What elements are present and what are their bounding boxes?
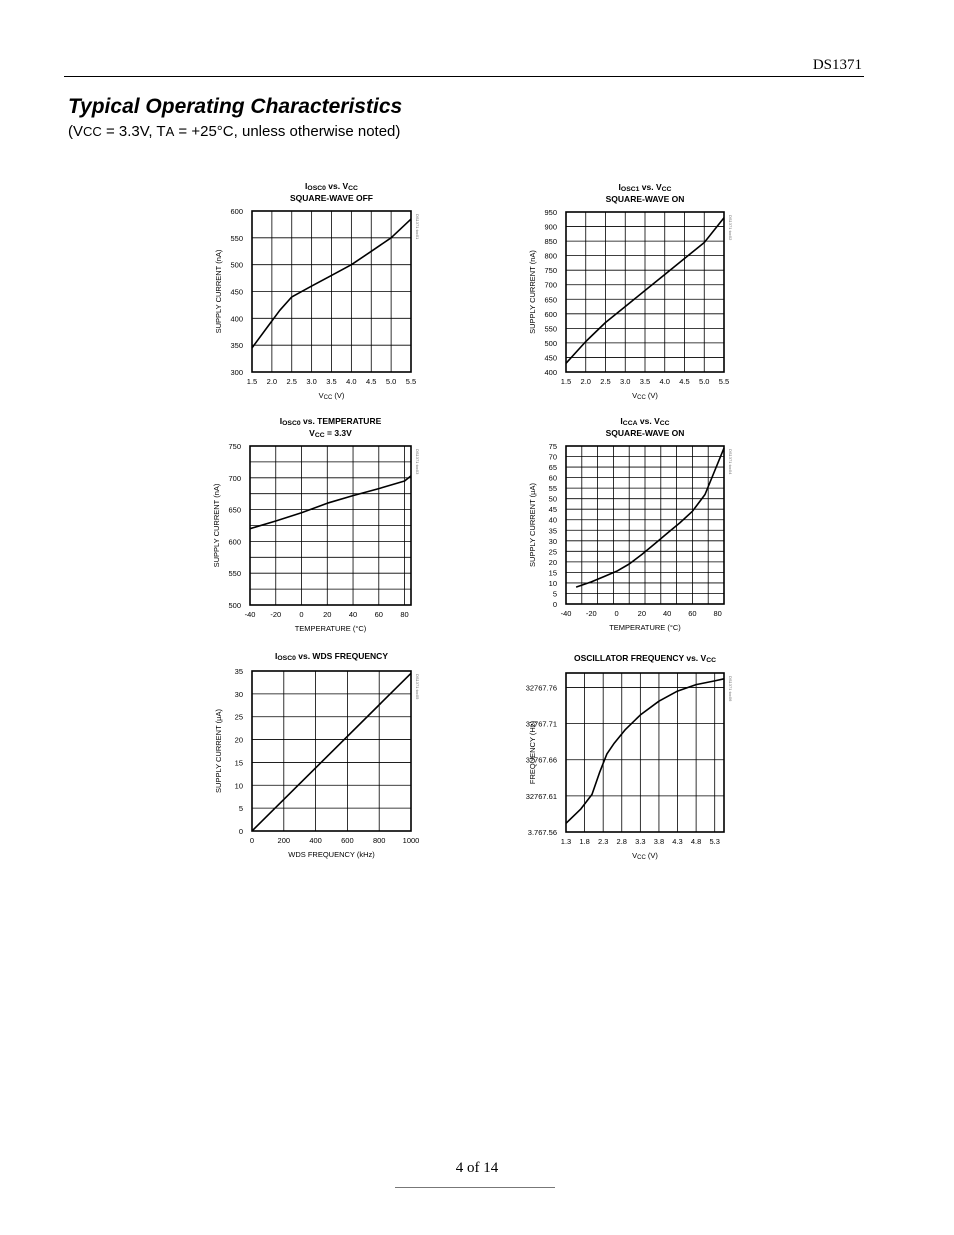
y-tick-label: 5: [552, 589, 557, 599]
x-tick-label: 3.3: [635, 837, 646, 846]
chart-subtitle: [606, 194, 685, 204]
conditions-vcc-sub: CC: [83, 124, 102, 139]
chart-subtitle-part: V: [309, 428, 315, 438]
chart-title: [574, 653, 716, 664]
y-axis-label: SUPPLY CURRENT (nA): [528, 250, 537, 334]
x-axis-label: [609, 623, 681, 632]
y-tick-label: 500: [230, 260, 243, 270]
y-tick-label: 10: [548, 578, 557, 588]
y-tick-label: 15: [234, 758, 243, 768]
x-axis-label-part: TEMPERATURE (°C): [609, 623, 681, 632]
chart-subtitle: [290, 193, 373, 203]
x-tick-label: 3.5: [326, 377, 337, 386]
y-tick-label: 35: [234, 667, 243, 676]
chart-title-part: OSC0: [277, 655, 296, 663]
y-axis-label: SUPPLY CURRENT (nA): [214, 249, 223, 334]
figure-id-label: DS1371 toc01: [415, 214, 420, 240]
y-tick-label: 60: [548, 473, 557, 483]
y-axis-label: SUPPLY CURRENT (µA): [528, 483, 537, 567]
section-title: Typical Operating Characteristics: [68, 95, 403, 118]
x-tick-label: 4.8: [690, 837, 702, 846]
y-tick-label: 45: [548, 505, 557, 515]
chart-title: [619, 182, 672, 193]
figure-id-label: DS1371 toc04: [728, 449, 733, 475]
x-axis-label: [288, 850, 375, 859]
x-tick-label: 5.5: [718, 377, 730, 386]
y-tick-label: 550: [230, 233, 243, 243]
y-tick-label: 750: [544, 266, 557, 276]
x-tick-label: 2.5: [600, 377, 611, 386]
x-tick-label: 0: [299, 610, 304, 619]
chart-subtitle-part: SQUARE-WAVE ON: [605, 428, 685, 438]
x-tick-label: 4.3: [672, 837, 683, 846]
chart-title-part: OSCILLATOR FREQUENCY vs. V: [573, 653, 707, 663]
x-tick-label: 5.0: [699, 377, 710, 386]
x-tick-label: 1000: [402, 836, 420, 845]
chart-title-part: CC: [659, 420, 670, 428]
chart-title-part: CC: [706, 657, 717, 665]
y-tick-label: 65: [548, 463, 557, 473]
x-tick-label: 40: [662, 609, 672, 618]
x-tick-label: 4.5: [366, 377, 377, 386]
x-tick-label: 600: [341, 836, 354, 845]
y-tick-label: 30: [548, 536, 557, 546]
x-tick-label: 1.5: [560, 377, 572, 386]
y-tick-label: 25: [548, 547, 557, 557]
y-tick-label: 20: [548, 557, 557, 567]
chart-title-part: vs. V: [325, 181, 349, 191]
y-tick-label: 900: [544, 222, 557, 232]
x-axis-label-part: TEMPERATURE (°C): [294, 624, 367, 633]
x-axis-label-part: CC: [637, 855, 646, 862]
y-tick-label: 350: [230, 341, 243, 351]
x-tick-label: 1.8: [579, 837, 590, 846]
y-tick-label: 950: [544, 208, 557, 217]
chart-title-part: OSC0: [282, 420, 301, 428]
chart-6: [526, 653, 733, 861]
x-tick-label: 4.5: [679, 377, 690, 386]
y-axis-label: SUPPLY CURRENT (nA): [212, 483, 221, 568]
x-tick-label: 3.5: [639, 377, 651, 386]
x-tick-label: 3.0: [620, 377, 631, 386]
x-tick-label: 0: [614, 609, 619, 618]
y-tick-label: 75: [548, 442, 557, 451]
y-tick-label: 400: [544, 368, 557, 377]
y-tick-label: 450: [230, 287, 243, 297]
x-tick-label: 1.3: [560, 837, 572, 846]
y-tick-label: 10: [234, 781, 243, 791]
x-tick-label: 40: [348, 610, 358, 619]
footer-rule: [395, 1187, 555, 1188]
x-axis-label-part: WDS FREQUENCY (kHz): [288, 850, 375, 859]
x-axis-label-part: (V): [645, 851, 658, 860]
chart-title-part: OSC0: [307, 185, 326, 193]
x-tick-label: 5.5: [405, 377, 417, 386]
series-line: [576, 448, 724, 587]
chart-title-part: vs. V: [639, 182, 662, 192]
y-tick-label: 800: [544, 251, 557, 261]
x-axis-label: [295, 624, 367, 633]
series-line: [252, 673, 411, 831]
series-line: [250, 476, 411, 529]
x-tick-label: -40: [244, 610, 256, 619]
x-tick-label: 3.8: [653, 837, 665, 846]
y-tick-label: 650: [544, 295, 557, 305]
chart-4: [528, 416, 733, 632]
figure-id-label: DS1371 toc02: [728, 215, 733, 241]
y-tick-label: 5: [238, 804, 243, 814]
chart-title: [275, 651, 388, 662]
chart-title-part: OSC1: [620, 186, 640, 194]
y-tick-label: 600: [228, 537, 241, 547]
chart-subtitle: [606, 428, 685, 438]
x-tick-label: 4.0: [346, 377, 357, 386]
series-line: [566, 679, 724, 824]
x-tick-label: 2.0: [266, 377, 278, 386]
x-axis-label: [319, 391, 345, 401]
x-tick-label: 2.5: [286, 377, 297, 386]
x-tick-label: 4.0: [659, 377, 670, 386]
y-tick-label: 700: [228, 473, 241, 483]
x-tick-label: -20: [585, 609, 597, 618]
x-axis-label: [632, 391, 658, 401]
x-tick-label: 60: [688, 609, 697, 618]
y-tick-label: 600: [544, 309, 557, 319]
chart-subtitle-part: CC: [314, 432, 325, 440]
y-tick-label: 650: [228, 505, 241, 515]
x-tick-label: 5.3: [709, 837, 720, 846]
y-tick-label: 550: [228, 569, 241, 579]
chart-subtitle-part: SQUARE-WAVE OFF: [290, 193, 373, 203]
chart-title: [620, 416, 669, 427]
chart-title: [280, 416, 382, 427]
chart-title-part: CC: [661, 186, 672, 194]
page-number: 4 of 14: [455, 1160, 499, 1176]
chart-2: [528, 182, 733, 401]
y-tick-label: 3.767.56: [527, 828, 557, 837]
y-axis-label: FREQUENCY (Hz): [528, 720, 537, 785]
y-tick-label: 25: [234, 712, 243, 722]
x-axis-label-part: (V): [645, 391, 658, 400]
y-tick-label: 32767.61: [525, 791, 557, 801]
x-tick-label: 20: [637, 609, 647, 618]
x-tick-label: 60: [374, 610, 383, 619]
y-tick-label: 30: [234, 689, 243, 699]
y-tick-label: 32767.76: [525, 683, 557, 693]
chart-title-part: vs. V: [637, 416, 660, 426]
x-axis-label: [632, 851, 658, 861]
y-tick-label: 500: [228, 601, 241, 610]
x-tick-label: 400: [309, 836, 322, 845]
part-number: DS1371: [812, 57, 862, 73]
chart-3: [212, 416, 420, 633]
chart-5: [214, 651, 420, 859]
y-tick-label: 850: [544, 237, 557, 247]
x-tick-label: -20: [270, 610, 282, 619]
chart-title-part: CCA: [622, 420, 638, 428]
chart-subtitle: [309, 428, 352, 439]
y-tick-label: 20: [234, 735, 243, 745]
chart-title-part: I: [275, 651, 278, 661]
figure-id-label: DS1371 toc05: [415, 674, 420, 700]
figure-id-label: DS1371 toc03: [415, 449, 420, 475]
x-axis-label-part: V: [632, 391, 638, 400]
x-tick-label: 80: [400, 610, 409, 619]
chart-title-part: vs. WDS FREQUENCY: [295, 651, 388, 661]
x-axis-label-part: CC: [637, 395, 646, 402]
y-tick-label: 55: [548, 484, 557, 494]
y-tick-label: 35: [548, 526, 557, 536]
y-tick-label: 300: [230, 368, 243, 377]
x-axis-label-part: V: [632, 851, 638, 860]
plot-frame: [566, 673, 724, 832]
x-tick-label: 0: [249, 836, 255, 845]
chart-title-part: vs. TEMPERATURE: [300, 416, 382, 426]
y-tick-label: 32767.71: [525, 719, 557, 729]
chart-title-part: I: [620, 416, 623, 426]
y-tick-label: 600: [230, 207, 243, 216]
chart-title-part: I: [279, 416, 283, 426]
x-tick-label: 2.8: [616, 837, 627, 846]
x-tick-label: 200: [277, 836, 291, 845]
y-tick-label: 550: [544, 324, 557, 334]
chart-title: [305, 181, 358, 192]
x-tick-label: 5.0: [385, 377, 397, 386]
x-tick-label: 1.5: [246, 377, 258, 386]
y-tick-label: 450: [544, 353, 557, 363]
y-tick-label: 15: [548, 568, 557, 578]
conditions-mid: = 3.3V, T: [101, 123, 166, 140]
chart-title-part: I: [305, 181, 308, 191]
chart-title-part: CC: [348, 185, 358, 193]
chart-subtitle-part: = 3.3V: [324, 428, 352, 438]
x-tick-label: 800: [372, 836, 386, 845]
y-tick-label: 0: [238, 827, 243, 836]
chart-subtitle-part: SQUARE-WAVE ON: [605, 194, 685, 204]
y-tick-label: 400: [230, 314, 243, 324]
chart-1: [214, 181, 420, 401]
x-tick-label: -40: [560, 609, 572, 618]
x-axis-label-part: (V): [332, 391, 345, 400]
conditions-ta-sub: A: [165, 124, 175, 139]
y-tick-label: 750: [228, 442, 241, 451]
x-tick-label: 80: [713, 609, 722, 618]
x-axis-label-part: V: [318, 391, 324, 400]
y-axis-label: SUPPLY CURRENT (µA): [214, 709, 223, 793]
conditions-close: = +25°C, unless otherwise noted): [174, 123, 401, 140]
y-tick-label: 0: [552, 600, 557, 609]
y-tick-label: 500: [544, 338, 557, 348]
x-tick-label: 20: [323, 610, 332, 619]
conditions-open: (V: [68, 123, 83, 140]
chart-title-part: I: [618, 182, 621, 192]
x-tick-label: 3.0: [306, 377, 317, 386]
figure-id-label: DS1371 toc06: [728, 676, 733, 702]
y-tick-label: 50: [548, 494, 557, 504]
y-tick-label: 32767.66: [525, 755, 557, 765]
y-tick-label: 40: [548, 515, 557, 525]
x-tick-label: 2.0: [580, 377, 591, 386]
x-axis-label-part: CC: [323, 395, 333, 402]
y-tick-label: 70: [548, 452, 557, 462]
x-tick-label: 2.3: [597, 837, 609, 846]
y-tick-label: 700: [544, 280, 557, 290]
